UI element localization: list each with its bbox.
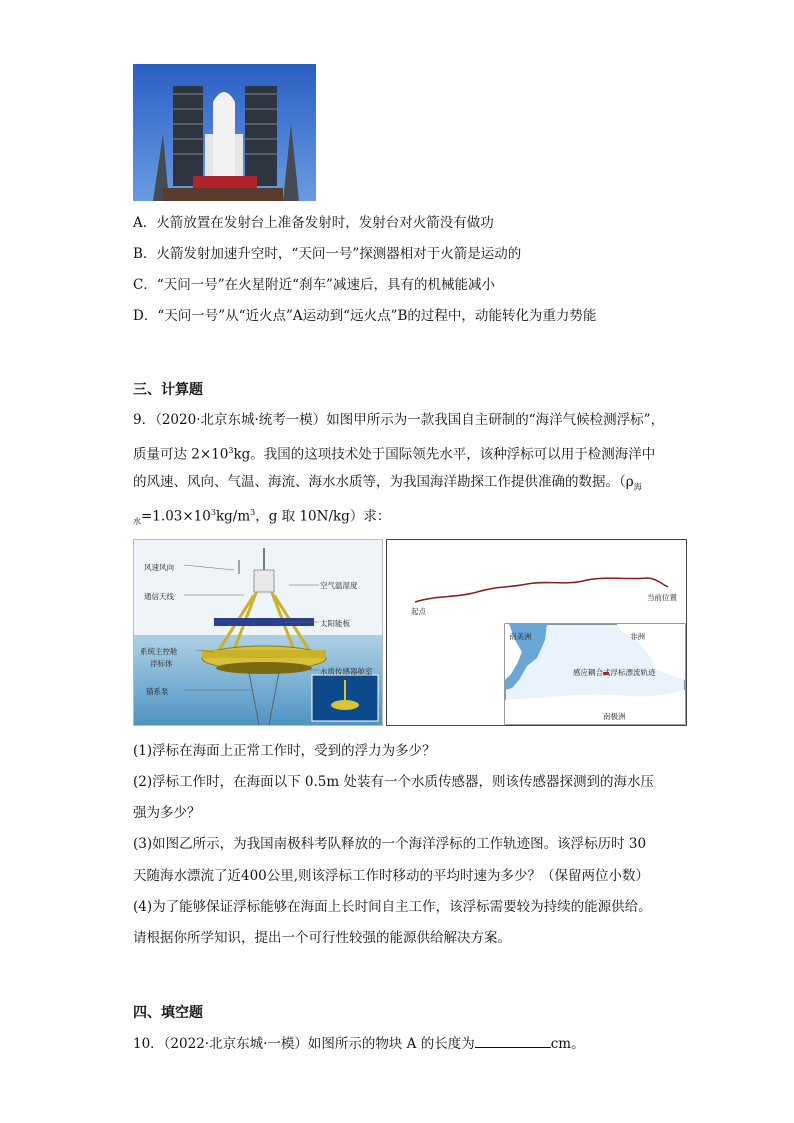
option-letter: D． — [133, 308, 158, 324]
option-letter: A． — [133, 215, 157, 231]
label-antarctica: 南极洲 — [603, 712, 626, 721]
q9-text: kg。我国的这项技术处于国际领先水平，该种浮标可以用于检测海洋中 — [233, 446, 656, 463]
option-text: 火箭放置在发射台上准备发射时，发射台对火箭没有做功 — [156, 215, 494, 231]
q10-text: 10．（2022·北京东城·一模）如图所示的物块 A 的长度为 — [133, 1036, 475, 1052]
label-africa: 非洲 — [630, 632, 645, 641]
label-track: 感应耦合式浮标漂流轨迹 — [573, 668, 656, 677]
rocket-launch-photo — [133, 64, 316, 201]
q10-unit: cm。 — [550, 1036, 585, 1052]
q9-sub-2a: (2)浮标工作时，在海面以下 0.5m 处装有一个水质传感器，则该传感器探测到的海水压 — [133, 774, 654, 790]
option-d — [133, 306, 596, 326]
section-heading: 四、填空题 — [133, 1005, 203, 1021]
q9-text: 的风速、风向、气温、海流、海水水质等，为我国海洋勘探工作提供准确的数据。（ρ — [133, 474, 634, 490]
buoy-diagram — [133, 539, 383, 726]
label-start: 起点 — [411, 607, 426, 616]
label-solar: 太阳能板 — [320, 619, 350, 628]
superscript: 3 — [250, 508, 256, 517]
q9-text: 质量可达 2×10 — [133, 446, 229, 463]
q9-line-4 — [133, 503, 390, 532]
option-text: “天问一号”从“近火点”A运动到“远火点”B的过程中，动能转化为重力势能 — [157, 308, 597, 324]
q10-line — [133, 1033, 585, 1054]
q9-sub-4a: (4)为了能够保证浮标能够在海面上长时间自主工作，该浮标需要较为持续的能源供给。 — [133, 899, 652, 915]
option-letter: C． — [133, 277, 157, 293]
q9-text: =1.03×10 — [141, 508, 211, 525]
option-letter: B． — [133, 246, 157, 262]
q9-line-1: 9．（2020·北京东城·统考一模）如图甲所示为一款我国自主研制的“海洋气候检测浮标”， — [133, 412, 665, 428]
q9-sub-1: (1)浮标在海面上正常工作时，受到的浮力为多少？ — [133, 743, 436, 759]
answer-blank[interactable] — [475, 1033, 551, 1048]
option-text: “天问一号”在火星附近“刹车”减速后，具有的机械能减小 — [156, 277, 495, 293]
label-south-america: 南美洲 — [509, 632, 532, 641]
option-text: 火箭发射加速升空时，“天问一号”探测器相对于火箭是运动的 — [156, 246, 522, 262]
superscript: 3 — [210, 508, 216, 517]
subscript: 水 — [133, 517, 141, 527]
section-heading: 三、计算题 — [133, 382, 203, 398]
superscript: 3 — [228, 446, 234, 455]
option-c — [133, 275, 495, 295]
label-antenna: 通信天线 — [144, 592, 174, 601]
q9-sub-3a: (3)如图乙所示，为我国南极科考队释放的一个海洋浮标的工作轨迹图。该浮标历时 30 — [133, 836, 647, 852]
q9-sub-3b: 天随海水漂流了近400公里,则该浮标工作时移动的平均时速为多少？（保留两位小数） — [133, 868, 650, 884]
subscript: 海 — [633, 482, 642, 492]
label-float: 浮标体 — [150, 659, 173, 668]
option-a — [133, 213, 494, 233]
label-wind: 风速风向 — [144, 563, 174, 572]
label-control: 系统主控舱 — [140, 647, 178, 656]
drift-track-map — [386, 539, 687, 726]
label-current: 当前位置 — [647, 593, 677, 602]
q9-sub-2b: 强为多少？ — [133, 805, 201, 821]
label-mooring: 锚系泵 — [146, 687, 169, 696]
q9-line-2 — [133, 441, 655, 465]
q9-text: ，g 取 10N/kg）求： — [255, 508, 391, 525]
q9-sub-4b: 请根据你所学知识，提出一个可行性较强的能源供给解决方案。 — [133, 930, 511, 946]
label-water-sensor: 水质传感器舱室 — [320, 667, 373, 676]
q9-line-3 — [133, 472, 642, 498]
option-b — [133, 244, 521, 264]
label-humidity: 空气温湿度 — [320, 581, 358, 590]
q9-text: kg/m — [215, 508, 251, 525]
